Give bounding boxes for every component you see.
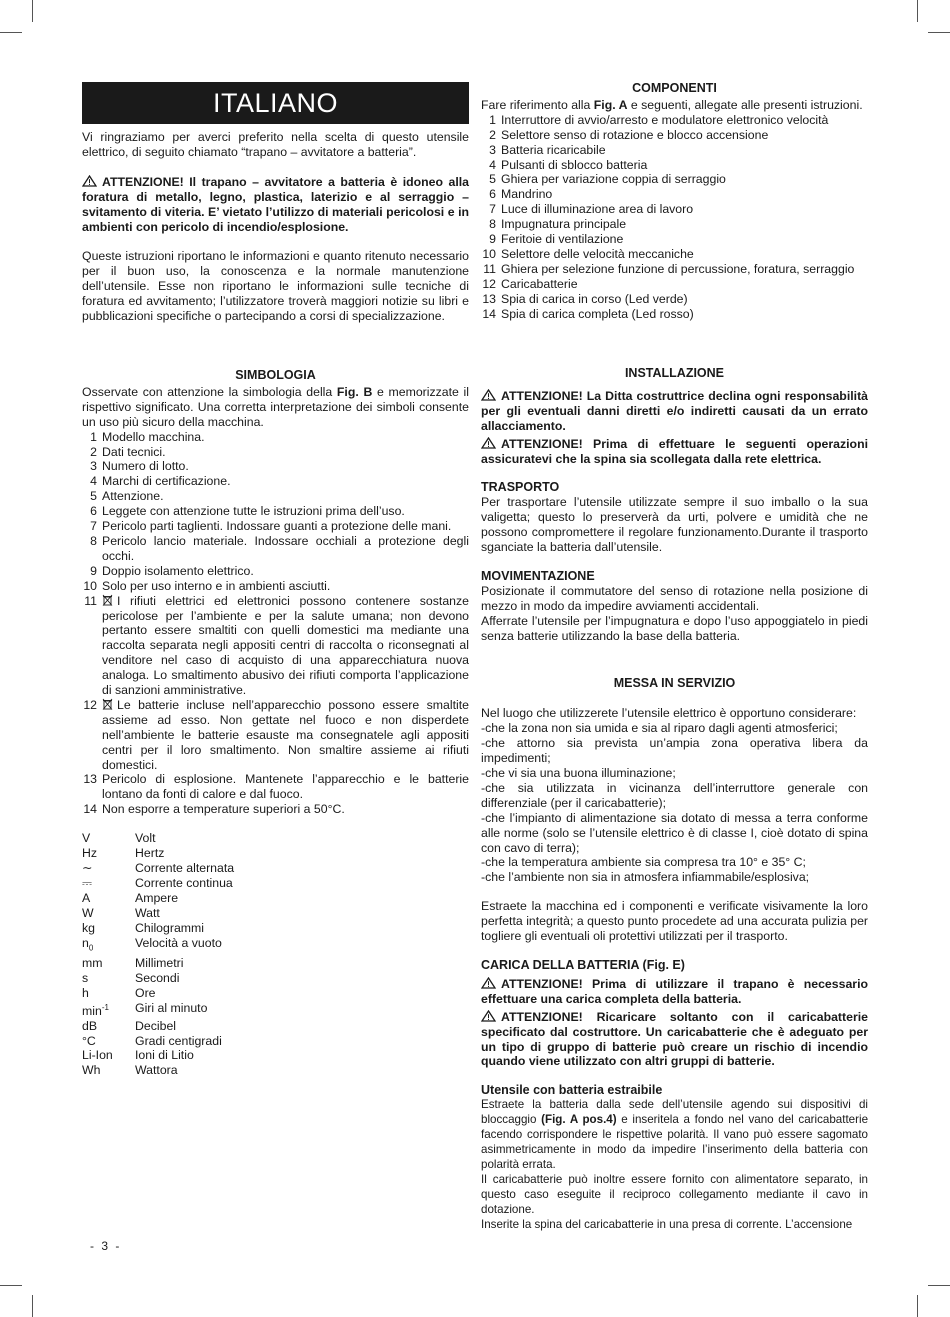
unit-symbol: [82, 1019, 135, 1034]
unit-symbol: [82, 891, 135, 906]
warning-icon: [481, 1010, 496, 1022]
list-item: [481, 277, 868, 292]
warning-icon: [82, 175, 97, 187]
item-text-content: Pulsanti di sblocco batteria: [501, 157, 648, 172]
list-item: [481, 247, 868, 262]
messa-in-servizio-outro: Estraete la macchina ed i componenti e verificate visivamente la loro perfetta integrità; a questo punto procedete ad una accurata pulizia per togliere gli eventuali oli protettivi utilizzati per il trasporto.: [481, 899, 868, 944]
list-item: -che vi sia una buona illuminazione;: [481, 766, 676, 781]
componenti-title: COMPONENTI: [632, 81, 717, 95]
unit-name: Ioni di Litio: [135, 1048, 194, 1063]
item-number: 4: [489, 157, 496, 172]
crop-mark: [928, 1285, 950, 1286]
installazione-title: INSTALLAZIONE: [624, 366, 725, 380]
item-text-content: Feritoie di ventilazione: [501, 232, 624, 247]
item-number: 12: [83, 697, 97, 712]
list-item: [481, 113, 868, 128]
item-number: 7: [90, 519, 97, 534]
list-item: [481, 232, 868, 247]
item-text-content: Pericolo lancio materiale. Indossare occhiali a protezione degli occhi.: [102, 533, 469, 563]
intro-warning-text: ATTENZIONE! Il trapano – avvitatore a batteria è idoneo alla foratura di metallo, legno, plastica, laterizio e al serraggio – svitamento di viteria. E’ vietato l’utilizzo di materiali pericolosi e in ambienti con pericolo di incendio/esplosione.: [82, 174, 469, 234]
carica-text-3: Inserite la spina del caricabatterie in una presa di corrente. L’accensione: [481, 1217, 853, 1231]
installazione-warning-1: [481, 389, 868, 434]
list-item: [82, 474, 469, 489]
componenti-intro-a: Fare riferimento alla: [481, 97, 594, 112]
list-item: [481, 158, 868, 173]
list-item: [82, 459, 469, 474]
simbologia-intro-fig: Fig. B: [336, 384, 373, 399]
unit-symbol-text: kg: [82, 920, 95, 935]
item-text: [102, 504, 469, 519]
carica-title: CARICA DELLA BATTERIA (Fig. E): [481, 958, 685, 972]
item-number: 10: [482, 246, 496, 261]
list-item: [82, 698, 469, 773]
list-item: [82, 489, 469, 504]
item-text-content: Attenzione.: [102, 489, 164, 504]
list-item: [82, 579, 469, 594]
item-number: 12: [482, 276, 496, 291]
list-item: [82, 445, 469, 460]
unit-symbol-text: s: [82, 970, 89, 985]
unit-symbol: [82, 921, 135, 936]
unit-symbol-text: Wh: [82, 1063, 101, 1078]
unit-symbol: [82, 1034, 135, 1049]
list-item: [481, 128, 868, 143]
list-item: -che l’ambiente non sia in atmosfera infiammabile/esplosiva;: [481, 870, 810, 885]
item-text: [501, 217, 868, 232]
item-text: [102, 594, 469, 698]
unit-name: Gradi centigradi: [135, 1033, 222, 1048]
item-number: 6: [489, 187, 496, 202]
unit-symbol-text: h: [82, 985, 89, 1000]
item-text: [501, 292, 868, 307]
item-number: 9: [90, 563, 97, 578]
list-item: [481, 187, 868, 202]
item-text: [501, 247, 868, 262]
item-text: [501, 158, 868, 173]
unit-symbol-text: Hz: [82, 846, 98, 861]
unit-symbol-text: dB: [82, 1018, 98, 1033]
item-number: 14: [482, 306, 496, 321]
simbologia-intro-b: e memorizzate il rispettivo significato. Una corretta interpretazione dei simboli consente un uso più sicuro della macchina.: [82, 384, 469, 429]
item-text: [102, 459, 469, 474]
item-text-content: Impugnatura principale: [501, 217, 627, 232]
carica-text-a: Estraete la batteria dalla sede dell’utensile agendo sui dispositivi di bloccaggio: [481, 1098, 868, 1127]
item-text-content: Ghiera per selezione funzione di percussione, foratura, serraggio: [501, 261, 855, 276]
carica-warning-1: [481, 977, 868, 1007]
componenti-section: [481, 81, 868, 322]
crop-mark: [917, 1295, 918, 1317]
carica-subtitle: Utensile con batteria estraibile: [481, 1083, 663, 1098]
crop-mark: [32, 0, 33, 22]
item-number: 1: [90, 429, 97, 444]
unit-symbol-text: V: [82, 831, 91, 846]
installazione-warning-2: [481, 437, 868, 467]
item-text: [501, 232, 868, 247]
item-number: 7: [489, 202, 496, 217]
list-item: [82, 430, 469, 445]
unit-symbol: [82, 1048, 135, 1063]
unit-symbol-text: min: [82, 1003, 102, 1018]
item-text-content: Selettore senso di rotazione e blocco accensione: [501, 127, 769, 142]
unit-name: Ore: [135, 985, 156, 1000]
page-number: - 3 -: [90, 1239, 122, 1253]
item-text: [102, 564, 469, 579]
unit-subscript: 0: [88, 942, 94, 952]
item-text-content: Spia di carica in corso (Led verde): [501, 291, 688, 306]
unit-name: Millimetri: [135, 955, 184, 970]
carica-warning-2-text: ATTENZIONE! Ricaricare soltanto con il caricabatterie specificato dal costruttore. Un caricabatterie che è adeguato per un tipo di gruppo di batterie può creare un rischio di incendio quando viene utilizzato con altri gruppi di batterie.: [481, 1009, 868, 1069]
item-text-content: Selettore delle velocità meccaniche: [501, 246, 694, 261]
crop-mark: [0, 32, 22, 33]
item-number: 9: [489, 232, 496, 247]
crop-mark: [32, 1295, 33, 1317]
intro-text: Vi ringraziamo per averci preferito nella scelta di questo utensile elettrico, di seguito chiamato “trapano – avvitatore a batteria”.: [82, 130, 469, 159]
unit-name: Corrente alternata: [135, 861, 235, 875]
item-text-content: Modello macchina.: [102, 429, 205, 444]
units-table: [82, 831, 469, 1078]
item-text: [102, 698, 469, 773]
installazione-warning-2-text: ATTENZIONE! Prima di effettuare le seguenti operazioni assicuratevi che la spina sia scollegata dalla rete elettrica.: [481, 436, 868, 466]
carica-warning-1-text: ATTENZIONE! Prima di utilizzare il trapano è necessario effettuare una carica completa della batteria.: [481, 976, 868, 1006]
item-text: [501, 143, 868, 158]
item-number: 10: [83, 578, 97, 593]
unit-symbol-text: A: [82, 890, 91, 905]
carica-text-b: e inseritela a fondo nel vano del caricabatterie facendo corrispondere le rispettive polarità. Il vano può essere sagomato asimmetricamente in modo da impedire l’inserimento della batteria con polarità errata.: [481, 1113, 869, 1171]
list-item: [82, 772, 469, 802]
language-title: ITALIANO: [82, 82, 469, 124]
item-text-content: Doppio isolamento elettrico.: [102, 563, 254, 578]
item-text: [102, 474, 469, 489]
item-text: [102, 489, 469, 504]
unit-name: Watt: [135, 905, 160, 920]
item-number: 2: [90, 444, 97, 459]
unit-symbol-text: mm: [82, 955, 103, 970]
item-text-content: Caricabatterie: [501, 276, 578, 291]
unit-name: Velocità a vuoto: [135, 935, 222, 950]
unit-name: Ampere: [135, 890, 179, 905]
item-number: 3: [489, 142, 496, 157]
item-number: 13: [482, 291, 496, 306]
carica-text-1: [481, 1098, 868, 1173]
list-item: [481, 143, 868, 158]
messa-in-servizio-list: [481, 721, 868, 885]
crop-mark: [928, 32, 950, 33]
item-text: [501, 128, 868, 143]
list-item: [481, 202, 868, 217]
item-text: [501, 187, 868, 202]
carica-warning-2: [481, 1010, 868, 1070]
intro-note: Queste istruzioni riportano le informazioni e quanto ritenuto necessario per il buon uso, la conoscenza e la normale manutenzione dell’utensile. Esse non riportano le informazioni sulle tecniche di foratura ed avvitamento; l’utilizzatore troverà maggiori notizie su libri e pubblicazioni specifiche o partecipando a corsi di specializzazione.: [82, 249, 469, 324]
installazione-section: [481, 366, 868, 1232]
unit-name: Secondi: [135, 970, 180, 985]
item-number: 8: [90, 533, 97, 548]
item-text: [102, 772, 469, 802]
componenti-intro-fig: Fig. A: [593, 97, 628, 112]
unit-name: Decibel: [135, 1018, 177, 1033]
unit-symbol: [82, 986, 135, 1001]
list-item: [82, 534, 469, 564]
list-item: [481, 172, 868, 187]
unit-symbol: [82, 971, 135, 986]
list-item: [82, 519, 469, 534]
item-number: 13: [83, 772, 97, 787]
item-text: [102, 802, 469, 817]
messa-in-servizio-title: MESSA IN SERVIZIO: [613, 675, 736, 690]
intro-section: [82, 130, 469, 324]
item-text-content: Leggete con attenzione tutte le istruzioni prima dell’uso.: [102, 504, 405, 519]
warning-icon: [481, 977, 496, 989]
movimentazione-title: MOVIMENTAZIONE: [481, 568, 595, 583]
item-number: 3: [90, 459, 97, 474]
unit-symbol: [82, 1001, 135, 1019]
warning-icon: [481, 437, 496, 449]
item-number: 11: [483, 261, 496, 276]
unit-symbol: [82, 831, 135, 846]
list-item: [481, 217, 868, 232]
unit-name: Giri al minuto: [135, 1000, 208, 1015]
crossed-bin-icon: [102, 594, 117, 608]
item-text: [501, 172, 868, 187]
warning-icon: [481, 389, 496, 401]
unit-symbol-text: ⎓: [82, 875, 92, 890]
item-text-content: Spia di carica completa (Led rosso): [501, 306, 694, 321]
crop-mark: [0, 1285, 22, 1286]
carica-text-2: Il caricabatterie può inoltre essere fornito con alimentatore separato, in questo caso eseguite il reciproco collegamento mediante il cavo in dotazione.: [481, 1172, 868, 1216]
item-number: 8: [489, 217, 496, 232]
item-text-content: Solo per uso interno e in ambienti asciutti.: [102, 578, 331, 593]
item-number: 4: [90, 474, 97, 489]
carica-text-fig: (Fig. A pos.4): [541, 1113, 617, 1127]
item-text-content: Marchi di certificazione.: [102, 474, 231, 489]
crossed-bin-icon: [102, 698, 117, 712]
unit-symbol: [82, 861, 135, 876]
messa-in-servizio-intro: Nel luogo che utilizzerete l’utensile elettrico è opportuno considerare:: [481, 706, 857, 721]
item-number: 5: [90, 489, 97, 504]
item-text-content: Luce di illuminazione area di lavoro: [501, 202, 694, 217]
componenti-list: [481, 113, 868, 322]
item-text: [501, 277, 868, 292]
list-item: -che la temperatura ambiente sia compresa tra 10° e 35° C;: [481, 855, 806, 870]
simbologia-section: [82, 368, 469, 1078]
unit-symbol-text: W: [82, 905, 94, 920]
intro-warning: [82, 175, 469, 235]
unit-name: Volt: [135, 831, 156, 846]
list-item: -che l’impianto di alimentazione sia dotato di messa a terra conforme alle norme (solo se l’utensile elettrico è di classe I, cioè dotato di spina con cavo di terra);: [481, 810, 868, 855]
unit-name: Corrente continua: [135, 875, 233, 890]
item-text-content: Le batterie incluse nell’apparecchio possono essere smaltite assieme ad esso. Non gettate nel fuoco e non disperdete nell’ambiente le batterie esauste ma consegnatele agli appositi centri per il loro smaltimento. Non smaltire assieme ai rifiuti domestici.: [102, 697, 469, 772]
unit-symbol-text: ∼: [82, 861, 93, 875]
item-text: [102, 445, 469, 460]
item-number: 5: [489, 172, 496, 187]
list-item: -che sia utilizzata in vicinanza dell’interruttore generale con differenziale (per il caricabatterie);: [481, 780, 868, 810]
componenti-intro: [481, 98, 868, 113]
crop-mark: [917, 0, 918, 22]
installazione-warning-1-text: ATTENZIONE! La Ditta costruttrice declina ogni responsabilità per gli eventuali danni diretti e/o indiretti causati da un errato allacciamento.: [481, 388, 868, 433]
unit-symbol-text: n: [82, 935, 89, 950]
unit-symbol: [82, 906, 135, 921]
item-number: 2: [489, 127, 496, 142]
item-text: [102, 534, 469, 564]
list-item: [481, 307, 868, 322]
item-text: [102, 579, 469, 594]
item-text-content: Numero di lotto.: [102, 459, 189, 474]
trasporto-text: Per trasportare l’utensile utilizzate sempre il suo imballo o la sua valigetta; questo lo preserverà da urti, polvere e umidità che ne possono compromettere il regolare funzionamento.Durante il trasporto sganciate la batteria dall’utensile.: [481, 495, 868, 555]
unit-name: Wattora: [135, 1063, 178, 1078]
unit-symbol: [82, 936, 135, 956]
unit-symbol-text: °C: [82, 1033, 96, 1048]
item-text-content: Dati tecnici.: [102, 444, 166, 459]
item-text-content: I rifiuti elettrici ed elettronici possono contenere sostanze pericolose per l’ambiente e per la salute umana; non devono pertanto essere smaltiti con quelli domestici ma mediante una raccolta separata negli appositi centri di raccolta o riconsegnati al venditore nel caso di acquisto di una apparecchiatura nuova analoga. Lo smaltimento abusivo dei rifiuti comporta l’applicazione di sanzioni amministrative.: [102, 593, 469, 698]
item-text: [102, 519, 469, 534]
unit-symbol: [82, 846, 135, 861]
list-item: [82, 504, 469, 519]
movimentazione-text-1: Posizionate il commutatore del senso di rotazione nella posizione di mezzo in modo da impedire avviamenti accidentali.: [481, 583, 868, 613]
list-item: [481, 292, 868, 307]
simbologia-title: SIMBOLOGIA: [235, 368, 316, 382]
item-text: [102, 430, 469, 445]
item-text-content: Non esporre a temperature superiori a 50°C.: [102, 802, 345, 817]
movimentazione-text-2: Afferrate l’utensile per l’impugnatura e dopo l’uso appoggiatelo in piedi senza batterie utilizzando la base della batteria.: [481, 613, 868, 643]
unit-symbol: [82, 956, 135, 971]
item-number: 1: [489, 112, 496, 127]
list-item: [82, 802, 469, 817]
list-item: -che attorno sia prevista un’ampia zona operativa libera da impedimenti;: [481, 736, 868, 766]
item-text-content: Batteria ricaricabile: [501, 142, 606, 157]
componenti-intro-b: e seguenti, allegate alle presenti istruzioni.: [627, 97, 863, 112]
item-number: 11: [84, 593, 97, 608]
simbologia-list: [82, 430, 469, 818]
item-text-content: Interruttore di avvio/arresto e modulatore elettronico velocità: [501, 112, 829, 127]
list-item: [481, 262, 868, 277]
item-text-content: Ghiera per variazione coppia di serraggio: [501, 172, 726, 187]
item-number: 6: [90, 504, 97, 519]
item-text-content: Pericolo parti taglienti. Indossare guanti a protezione delle mani.: [102, 519, 452, 534]
item-text: [501, 307, 868, 322]
item-text: [501, 113, 868, 128]
unit-name: Chilogrammi: [135, 920, 205, 935]
list-item: [82, 564, 469, 579]
list-item: [82, 594, 469, 698]
item-text: [501, 202, 868, 217]
unit-symbol: [82, 1063, 135, 1078]
unit-name: Hertz: [135, 846, 165, 861]
list-item: -che la zona non sia umida e sia al riparo dagli agenti atmosferici;: [481, 721, 838, 736]
unit-superscript: -1: [101, 1002, 109, 1012]
simbologia-intro: [82, 385, 469, 430]
unit-symbol-text: Li-Ion: [82, 1048, 113, 1063]
item-text-content: Mandrino: [501, 187, 553, 202]
item-text-content: Pericolo di esplosione. Mantenete l’apparecchio e le batterie lontano da fonti di calore e dal fuoco.: [102, 772, 469, 802]
trasporto-title: TRASPORTO: [481, 480, 560, 495]
item-text: [501, 262, 868, 277]
simbologia-intro-a: Osservate con attenzione la simbologia della: [82, 384, 337, 399]
unit-symbol: [82, 876, 135, 891]
item-number: 14: [83, 802, 97, 817]
